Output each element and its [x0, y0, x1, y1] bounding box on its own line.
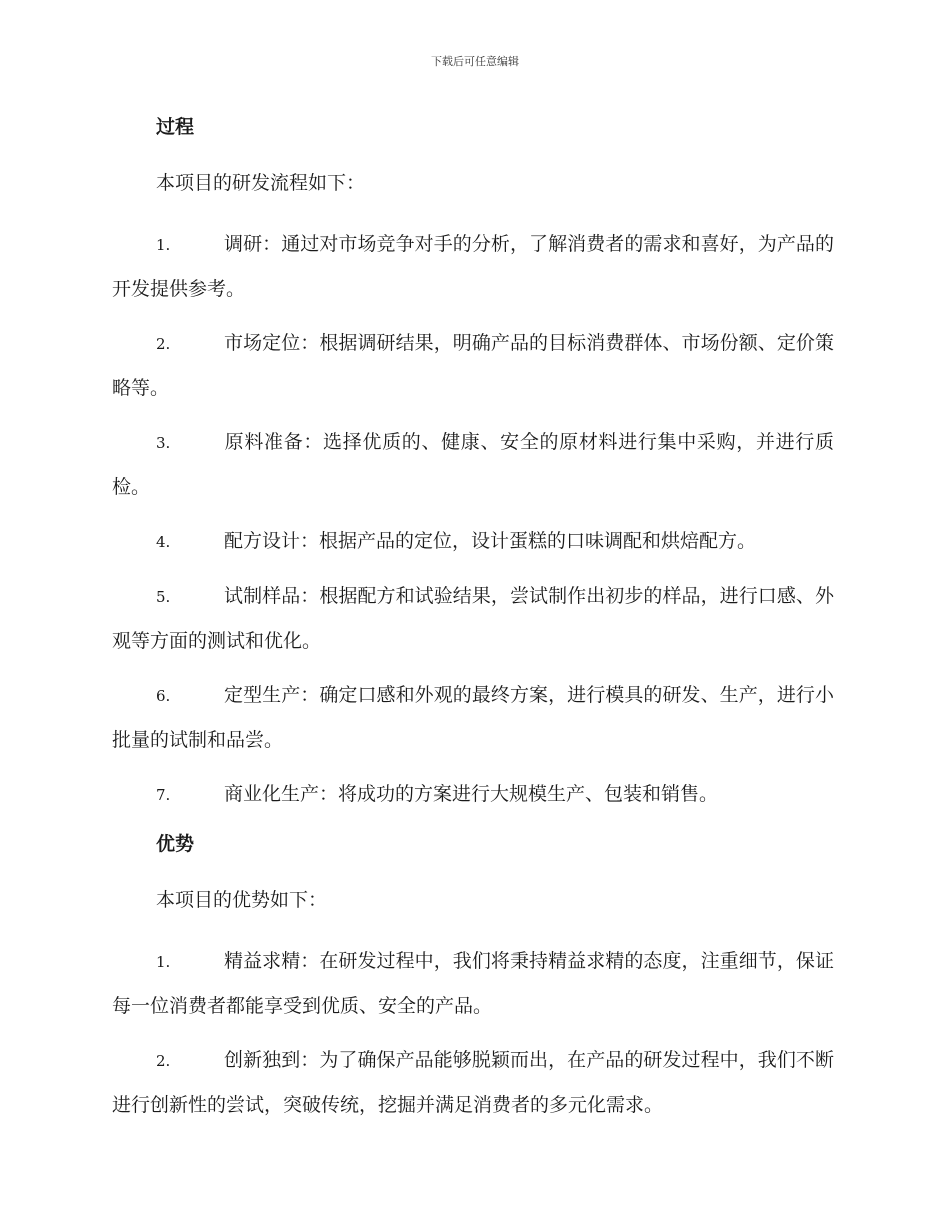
list-text: 精益求精：在研发过程中，我们将秉持精益求精的态度，注重细节，保证每一位消费者都能享受到优质、安全的产品。 — [112, 950, 834, 1017]
section-intro: 本项目的优势如下： — [156, 889, 328, 911]
list-item — [112, 1038, 834, 1127]
section-intro: 本项目的研发流程如下： — [156, 172, 366, 194]
list-number: 1. — [156, 236, 171, 254]
list-item — [112, 519, 834, 564]
list-item — [112, 574, 834, 663]
list-number: 5. — [156, 588, 171, 606]
list-item — [112, 772, 834, 817]
list-text: 调研：通过对市场竞争对手的分析，了解消费者的需求和喜好，为产品的开发提供参考。 — [112, 233, 834, 300]
section-process — [112, 110, 834, 817]
list-number: 6. — [156, 687, 171, 705]
section-advantages — [112, 827, 834, 1127]
list-text: 定型生产：确定口感和外观的最终方案，进行模具的研发、生产，进行小批量的试制和品尝。 — [112, 684, 834, 751]
list-number: 2. — [156, 335, 171, 353]
list-text: 试制样品：根据配方和试验结果，尝试制作出初步的样品，进行口感、外观等方面的测试和优化。 — [112, 585, 834, 652]
list-item — [112, 939, 834, 1028]
list-item — [112, 673, 834, 762]
list-text: 商业化生产：将成功的方案进行大规模生产、包装和销售。 — [224, 783, 719, 805]
list-number: 3. — [156, 434, 171, 452]
section-heading: 过程 — [156, 116, 195, 138]
document-body — [112, 110, 834, 1137]
list-item — [112, 420, 834, 509]
list-number: 2. — [156, 1052, 171, 1070]
list-item — [112, 321, 834, 410]
page-header: 下载后可任意编辑 — [431, 55, 519, 68]
list-number: 7. — [156, 786, 171, 804]
list-number: 1. — [156, 953, 171, 971]
list-text: 配方设计：根据产品的定位，设计蛋糕的口味调配和烘焙配方。 — [224, 530, 757, 552]
list-number: 4. — [156, 533, 171, 551]
list-text: 原料准备：选择优质的、健康、安全的原材料进行集中采购，并进行质检。 — [112, 431, 834, 498]
list-text: 市场定位：根据调研结果，明确产品的目标消费群体、市场份额、定价策略等。 — [112, 332, 834, 399]
section-heading: 优势 — [156, 833, 195, 855]
list-item — [112, 222, 834, 311]
list-text: 创新独到：为了确保产品能够脱颖而出，在产品的研发过程中，我们不断进行创新性的尝试，突破传统，挖掘并满足消费者的多元化需求。 — [112, 1049, 834, 1116]
